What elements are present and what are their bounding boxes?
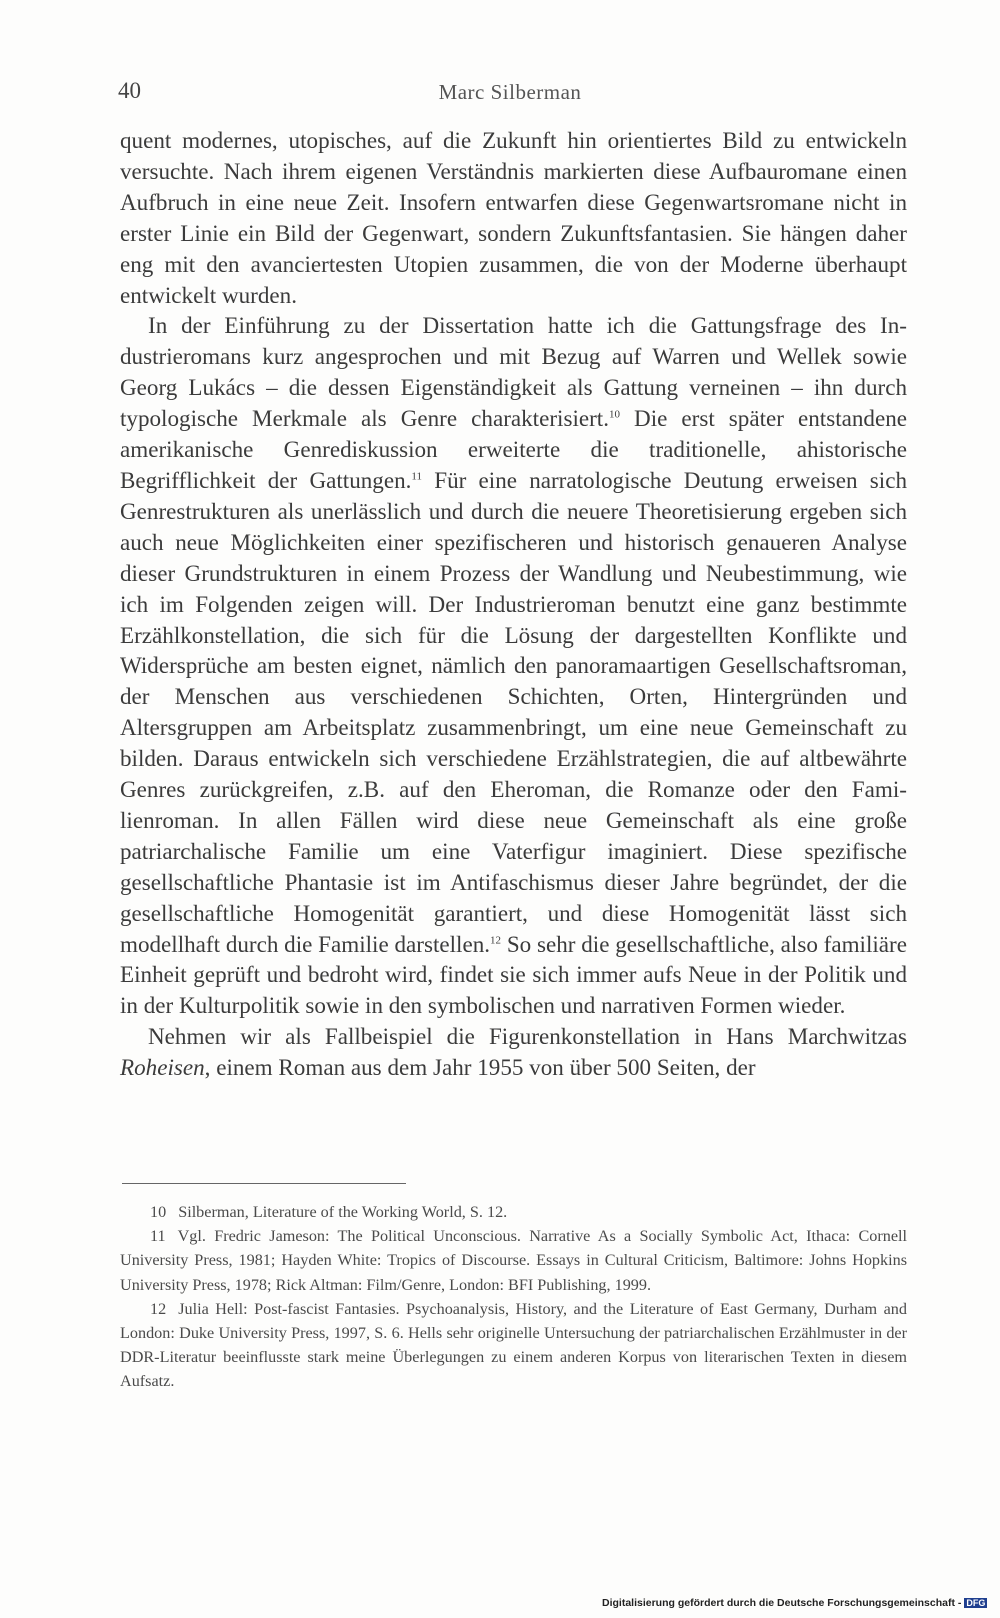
body-paragraph bbox=[120, 310, 907, 1021]
footnote-number: 12 bbox=[150, 1299, 167, 1318]
footnote-number: 10 bbox=[150, 1203, 167, 1221]
page-number: 40 bbox=[118, 78, 141, 103]
footnote-ref: 11 bbox=[411, 470, 423, 483]
text-run: quent modernes, utopisches, auf die Zukunft hin orientiertes Bild zu entwickeln versuchte. Nach ihrem eigenen Verständnis markierten diese Aufbauromane einen Aufbruch in eine neue Zeit. Insofern entwarfen diese Gegenwartsromane nicht in erster Linie ein Bild der Gegenwart, sondern Zukunftsfantasien. Sie hängen daher eng mit den avanciertesten Utopien zusammen, die von der Moderne überhaupt entwickelt wurden. bbox=[120, 127, 907, 308]
footnotes bbox=[120, 1200, 907, 1394]
text-run: So sehr die gesellschaftliche, also familiäre Einheit geprüft und bedroht wird, findet sie sich immer aufs Neue in der Politik und in der Kulturpolitik sowie in den symbolischen und narrativen Formen wieder. bbox=[120, 930, 907, 1019]
dfg-logo: DFG bbox=[966, 1598, 986, 1609]
footnote-ref: 12 bbox=[490, 933, 502, 946]
body-paragraph bbox=[120, 1021, 907, 1083]
footnote-number: 11 bbox=[150, 1227, 166, 1246]
text-run: Die erst später entstandene amerikanische Genrediskussion erweiterte die traditionelle, ahistorische Begrifflichkeit der Gattungen. bbox=[120, 405, 908, 493]
text-run: In der Einführung zu der Dissertation hatte ich die Gattungsfrage des Industrieromans kurz angesprochen und mit Bezug auf Warren und Wellek sowie Georg Lukács – die dessen Eigenständigkeit als Gattung verneinen – ihn durch typologische Merkmale als Genre charakterisiert. bbox=[120, 312, 907, 432]
body-paragraph bbox=[120, 125, 907, 310]
footnote-rule bbox=[122, 1183, 406, 1184]
credit-text: Digitalisierung gefördert durch die Deutsche Forschungsgemeinschaft - bbox=[602, 1597, 962, 1609]
text-run: Für eine narratologische Deutung erweisen sich Genrestrukturen als unerlässlich und durch die neuere Theoretisierung ergeben sich auch neue Möglichkeiten einer spezifischeren und historisch genaueren Analyse dieser Grundstrukturen in einem Prozess der Wandlung und Neubestimmung, wie ich im Folgenden zeigen will. Der Industrieroman benutzt eine ganz bestimmte Erzählkonstellation, die sich für die Lösung der dargestellten Konflikte und Widersprüche am besten eignet, nämlich den panoramaartigen Gesellschaftsroman, der Menschen aus verschiedenen Schichten, Orten, Hintergründen und Altersgruppen am Arbeitsplatz zusammenbringt, um eine neue Gemeinschaft zu bilden. Daraus entwickeln sich verschiedene Erzählstrategien, die auf altbewährte Genres zurückgreifen, z.B. auf den Eheroman, die Romanze oder den Familienroman. In allen Fällen wird diese neue Gemeinschaft als eine große patriarchalische Familie um eine Vaterfigur imaginiert. Diese spezifische gesellschaftliche Phantasie ist im Antifaschismus dieser Jahre begründet, der die gesellschaftliche Homogenität garantiert, und diese Homogenität lässt sich modellhaft durch die Familie darstellen. bbox=[120, 466, 907, 957]
footnote bbox=[120, 1224, 907, 1297]
digitization-credit bbox=[602, 1597, 987, 1609]
footnote-text: Vgl. Fredric Jameson: The Political Unconscious. Narrative As a Socially Symbolic Act, Ithaca: Cornell University Press, 1981; Hayden White: Tropics of Discourse. Essays in Cultural Criticism, Baltimore: Johns Hopkins University Press, 1978; Rick Altman: Film/Genre, London: BFI Publishing, 1999. bbox=[120, 1227, 907, 1294]
running-head: Marc Silberman bbox=[438, 80, 582, 104]
footnote bbox=[120, 1200, 907, 1224]
text-run: , einem Roman aus dem Jahr 1955 von über 500 Seiten, der bbox=[204, 1054, 756, 1081]
footnote-text: Julia Hell: Post-fascist Fantasies. Psychoanalysis, History, and the Literature of East Germany, Durham and London: Duke University Press, 1997, S. 6. Hells sehr originelle Untersuchung der patriarchalischen Erzählmuster in der DDR-Literatur beeinflusste stark meine Überlegungen zu einem anderen Korpus von literarischen Texten in diesem Aufsatz. bbox=[120, 1299, 907, 1391]
text-run: Nehmen wir als Fallbeispiel die Figurenkonstellation in Hans Marchwitzas bbox=[148, 1023, 907, 1050]
body-text bbox=[120, 125, 907, 1083]
footnote-ref: 10 bbox=[609, 408, 620, 421]
footnote bbox=[120, 1297, 907, 1394]
footnote-text: Silberman, Literature of the Working World, S. 12. bbox=[178, 1203, 508, 1221]
book-title: Roheisen bbox=[120, 1054, 205, 1081]
